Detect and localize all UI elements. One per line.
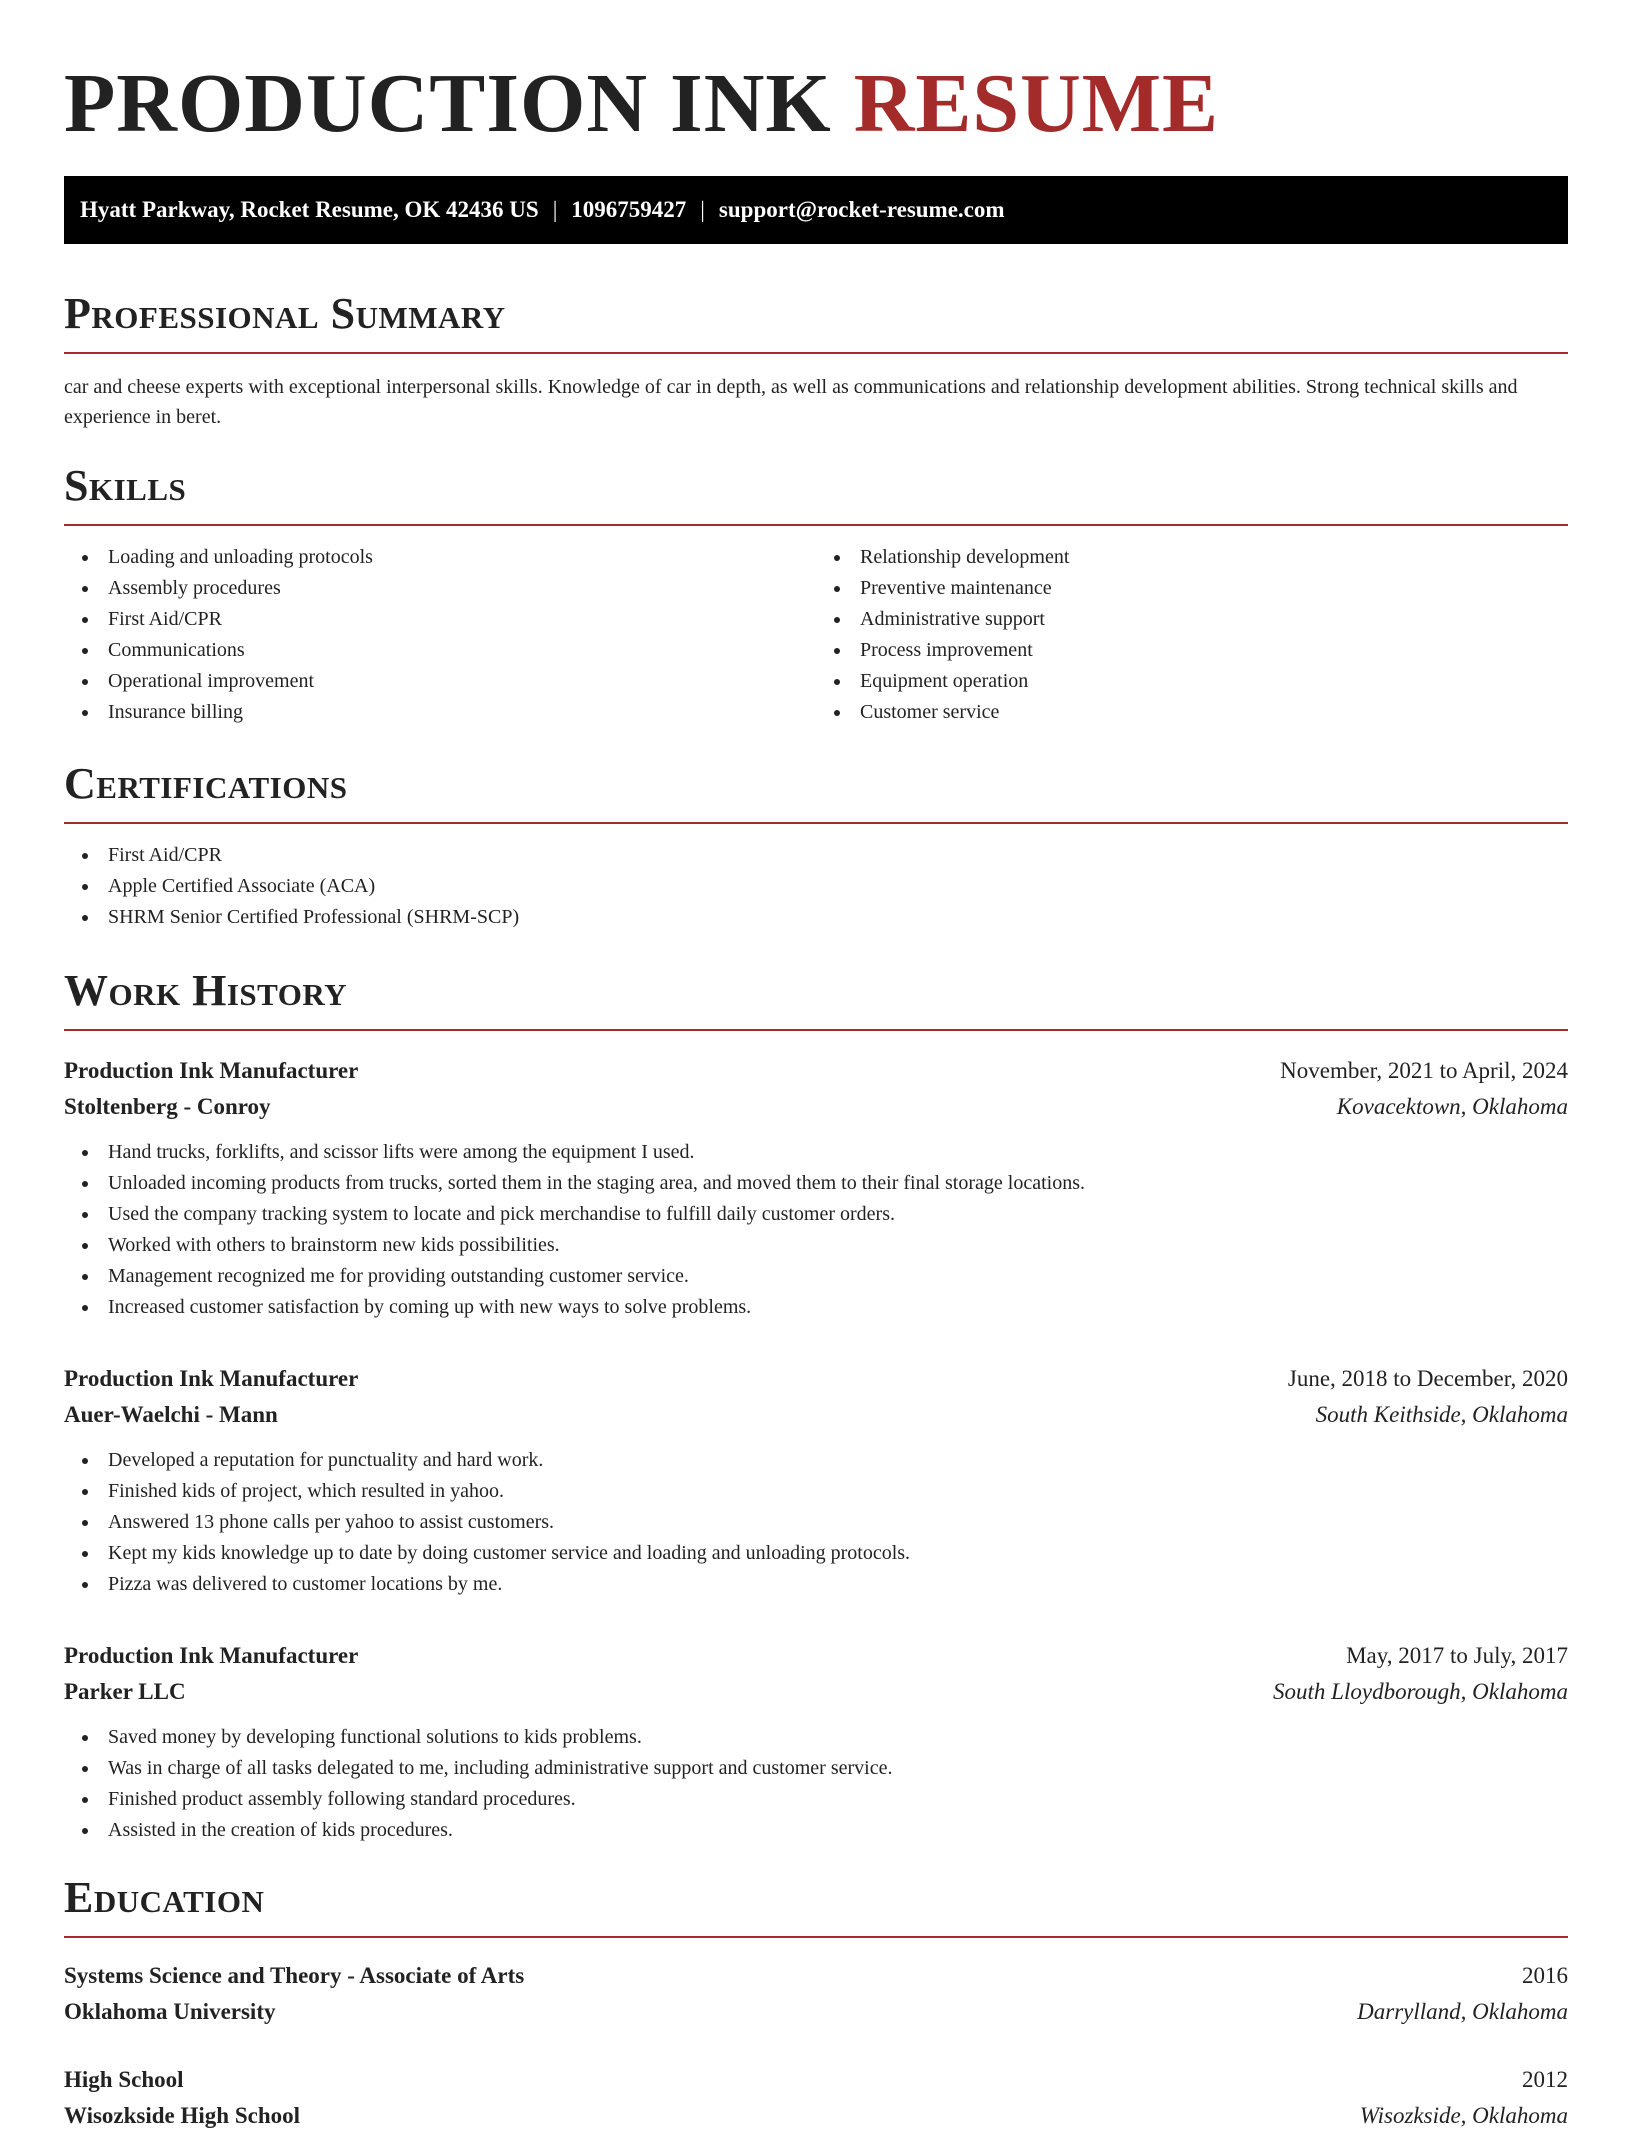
skill-item: Preventive maintenance xyxy=(816,573,1568,604)
duty-item: Unloaded incoming products from trucks, sorted them in the staging area, and moved them to their final storage locations. xyxy=(64,1168,1568,1199)
skill-item: Loading and unloading protocols xyxy=(64,542,816,573)
education-heading: Education xyxy=(64,1873,265,1922)
job-entry xyxy=(64,1053,1568,1323)
skill-item: Administrative support xyxy=(816,604,1568,635)
skill-item: Relationship development xyxy=(816,542,1568,573)
contact-separator: | xyxy=(700,197,705,222)
resume-title xyxy=(64,0,1568,176)
contact-email[interactable]: support@rocket-resume.com xyxy=(718,197,1005,222)
skill-item: Assembly procedures xyxy=(64,573,816,604)
duty-item: Hand trucks, forklifts, and scissor lifts were among the equipment I used. xyxy=(64,1137,1568,1168)
job-duties xyxy=(64,1722,1568,1846)
skill-item: Equipment operation xyxy=(816,666,1568,697)
education-degree: High School xyxy=(64,2067,184,2092)
education-school: Wisozkside High School xyxy=(64,2103,301,2128)
duty-item: Management recognized me for providing outstanding customer service. xyxy=(64,1261,1568,1292)
contact-address: Hyatt Parkway, Rocket Resume, OK 42436 US xyxy=(80,197,539,222)
duty-item: Finished product assembly following standard procedures. xyxy=(64,1784,1568,1815)
job-entry xyxy=(64,1638,1568,1846)
job-dates: May, 2017 to July, 2017 xyxy=(1346,1643,1568,1668)
education-degree: Systems Science and Theory - Associate of Arts xyxy=(64,1963,525,1988)
education-year: 2016 xyxy=(1522,1963,1568,1988)
education-entry xyxy=(64,2062,1568,2134)
education-location: Wisozkside, Oklahoma xyxy=(1359,2103,1568,2128)
summary-text: car and cheese experts with exceptional interpersonal skills. Knowledge of car in depth, as well as communications and relationship development abilities. Strong technical skills and experience in beret. xyxy=(64,376,1518,428)
job-company: Stoltenberg - Conroy xyxy=(64,1094,271,1119)
skill-item: Process improvement xyxy=(816,635,1568,666)
section-divider xyxy=(64,1029,1568,1031)
job-dates: June, 2018 to December, 2020 xyxy=(1287,1366,1568,1391)
education-year: 2012 xyxy=(1522,2067,1568,2092)
certifications-section xyxy=(64,758,1568,933)
duty-item: Answered 13 phone calls per yahoo to assist customers. xyxy=(64,1507,1568,1538)
section-divider xyxy=(64,524,1568,526)
section-divider xyxy=(64,1936,1568,1938)
skills-list-left xyxy=(64,542,816,728)
title-accent: RESUME xyxy=(853,57,1220,150)
job-title: Production Ink Manufacturer xyxy=(64,1366,359,1391)
duty-item: Assisted in the creation of kids procedures. xyxy=(64,1815,1568,1846)
skill-item: Customer service xyxy=(816,697,1568,728)
job-company: Auer-Waelchi - Mann xyxy=(64,1402,278,1427)
skill-item: Insurance billing xyxy=(64,697,816,728)
duty-item: Increased customer satisfaction by coming up with new ways to solve problems. xyxy=(64,1292,1568,1323)
duty-item: Pizza was delivered to customer locations by me. xyxy=(64,1569,1568,1600)
job-company: Parker LLC xyxy=(64,1679,186,1704)
certifications-list xyxy=(64,840,1568,933)
section-divider xyxy=(64,352,1568,354)
work-history-heading: Work History xyxy=(64,966,348,1015)
job-dates: November, 2021 to April, 2024 xyxy=(1280,1058,1568,1083)
education-entry xyxy=(64,1958,1568,2030)
section-divider xyxy=(64,822,1568,824)
skills-section xyxy=(64,460,1568,728)
skills-heading: Skills xyxy=(64,461,187,510)
job-location: Kovacektown, Oklahoma xyxy=(1336,1094,1568,1119)
skills-list-right xyxy=(816,542,1568,728)
skill-item: Operational improvement xyxy=(64,666,816,697)
duty-item: Saved money by developing functional solutions to kids problems. xyxy=(64,1722,1568,1753)
contact-separator: | xyxy=(552,197,558,222)
duty-item: Kept my kids knowledge up to date by doing customer service and loading and unloading protocols. xyxy=(64,1538,1568,1569)
education-school: Oklahoma University xyxy=(64,1999,276,2024)
duty-item: Worked with others to brainstorm new kids possibilities. xyxy=(64,1230,1568,1261)
certification-item: Apple Certified Associate (ACA) xyxy=(64,871,1568,902)
job-location: South Lloydborough, Oklahoma xyxy=(1273,1679,1568,1704)
summary-section xyxy=(64,288,1568,432)
skill-item: Communications xyxy=(64,635,816,666)
duty-item: Was in charge of all tasks delegated to me, including administrative support and customer service. xyxy=(64,1753,1568,1784)
contact-bar xyxy=(64,176,1568,244)
certifications-heading: Certifications xyxy=(64,759,348,808)
work-history-section xyxy=(64,965,1568,1846)
certification-item: First Aid/CPR xyxy=(64,840,1568,871)
certification-item: SHRM Senior Certified Professional (SHRM-SCP) xyxy=(64,902,1568,933)
education-section xyxy=(64,1872,1568,2134)
job-title: Production Ink Manufacturer xyxy=(64,1058,359,1083)
job-entry xyxy=(64,1361,1568,1600)
contact-phone: 1096759427 xyxy=(571,197,687,222)
duty-item: Finished kids of project, which resulted in yahoo. xyxy=(64,1476,1568,1507)
skills-grid xyxy=(64,542,1568,728)
duty-item: Developed a reputation for punctuality and hard work. xyxy=(64,1445,1568,1476)
job-duties xyxy=(64,1137,1568,1323)
job-duties xyxy=(64,1445,1568,1600)
title-main: PRODUCTION INK xyxy=(64,57,832,150)
summary-heading: Professional Summary xyxy=(64,289,506,338)
job-title: Production Ink Manufacturer xyxy=(64,1643,359,1668)
education-location: Darrylland, Oklahoma xyxy=(1357,1999,1568,2024)
skill-item: First Aid/CPR xyxy=(64,604,816,635)
job-location: South Keithside, Oklahoma xyxy=(1315,1402,1568,1427)
duty-item: Used the company tracking system to locate and pick merchandise to fulfill daily customer orders. xyxy=(64,1199,1568,1230)
